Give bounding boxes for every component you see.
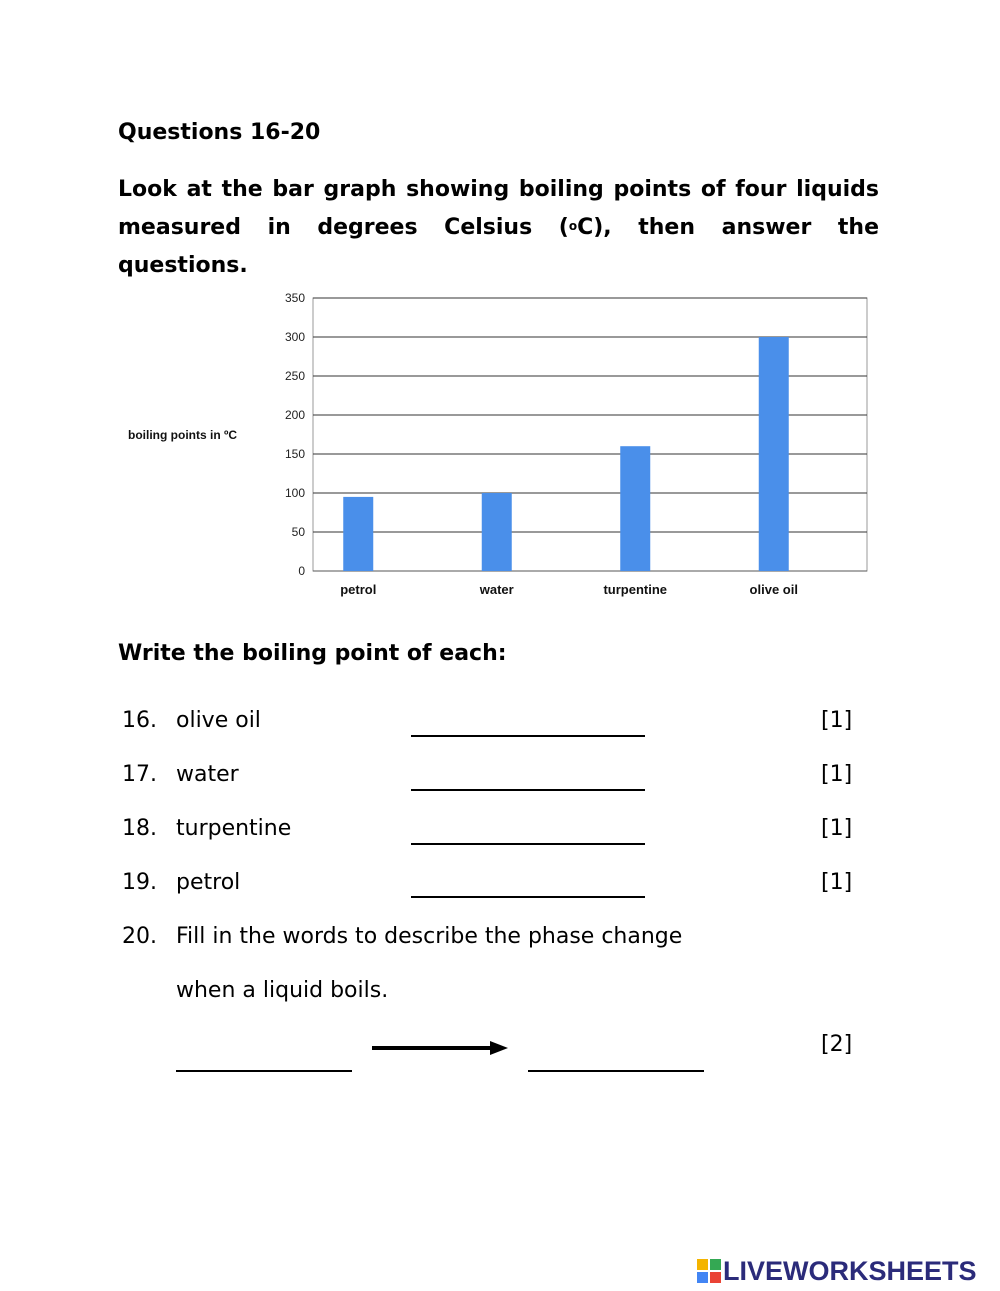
question-19-number: 19. [122, 870, 157, 895]
y-tick-label: 50 [291, 525, 305, 539]
liveworksheets-logo-mark [697, 1259, 721, 1283]
question-19-text: petrol [176, 870, 241, 895]
question-17-text: water [176, 762, 239, 787]
bar-turpentine [620, 446, 650, 571]
section-title: Questions 16-20 [118, 120, 321, 145]
question-20-mark: [2] [821, 1032, 853, 1057]
x-tick-label: turpentine [603, 582, 668, 597]
instruction-text [118, 171, 879, 285]
question-18-number: 18. [122, 816, 157, 841]
instruction-part-1: Look at the bar graph showing boiling points of four liquids measured in degrees Celsius ( [118, 177, 879, 240]
phase-from-blank[interactable] [176, 1070, 352, 1072]
question-20-number: 20. [122, 924, 157, 949]
y-tick-label: 300 [284, 330, 305, 344]
answer-19-blank[interactable] [411, 896, 645, 898]
bar-chart-svg [125, 286, 875, 606]
question-16-number: 16. [122, 708, 157, 733]
liveworksheets-logo-text: LIVEWORKSHEETS [723, 1255, 977, 1286]
question-17-number: 17. [122, 762, 157, 787]
question-19-mark: [1] [821, 870, 853, 895]
question-16-text: olive oil [176, 708, 261, 733]
y-tick-label: 200 [284, 408, 305, 422]
question-20-line-2: when a liquid boils. [176, 978, 389, 1003]
y-tick-label: 100 [284, 486, 305, 500]
arrow-right-icon [372, 1038, 512, 1058]
y-tick-label: 350 [284, 291, 305, 305]
phase-to-blank[interactable] [528, 1070, 704, 1072]
subheading: Write the boiling point of each: [118, 641, 507, 666]
liveworksheets-logo [697, 1255, 977, 1287]
question-18-text: turpentine [176, 816, 292, 841]
answer-18-blank[interactable] [411, 843, 645, 845]
y-axis-label: boiling points in ºC [128, 428, 238, 442]
answer-17-blank[interactable] [411, 789, 645, 791]
boiling-points-chart [125, 286, 875, 606]
x-tick-label: water [479, 582, 514, 597]
question-16-mark: [1] [821, 708, 853, 733]
bar-olive-oil [759, 337, 789, 571]
answer-16-blank[interactable] [411, 735, 645, 737]
x-tick-label: petrol [340, 582, 377, 597]
bar-water [482, 493, 512, 571]
y-tick-label: 0 [298, 564, 305, 578]
question-17-mark: [1] [821, 762, 853, 787]
question-18-mark: [1] [821, 816, 853, 841]
question-20-line-1: Fill in the words to describe the phase change [176, 924, 683, 949]
y-tick-label: 150 [284, 447, 305, 461]
x-tick-label: olive oil [749, 582, 798, 597]
instruction-part-2: C), then answer the questions. [118, 215, 879, 278]
bar-petrol [343, 497, 373, 571]
y-tick-label: 250 [284, 369, 305, 383]
degree-superscript: o [568, 219, 578, 233]
